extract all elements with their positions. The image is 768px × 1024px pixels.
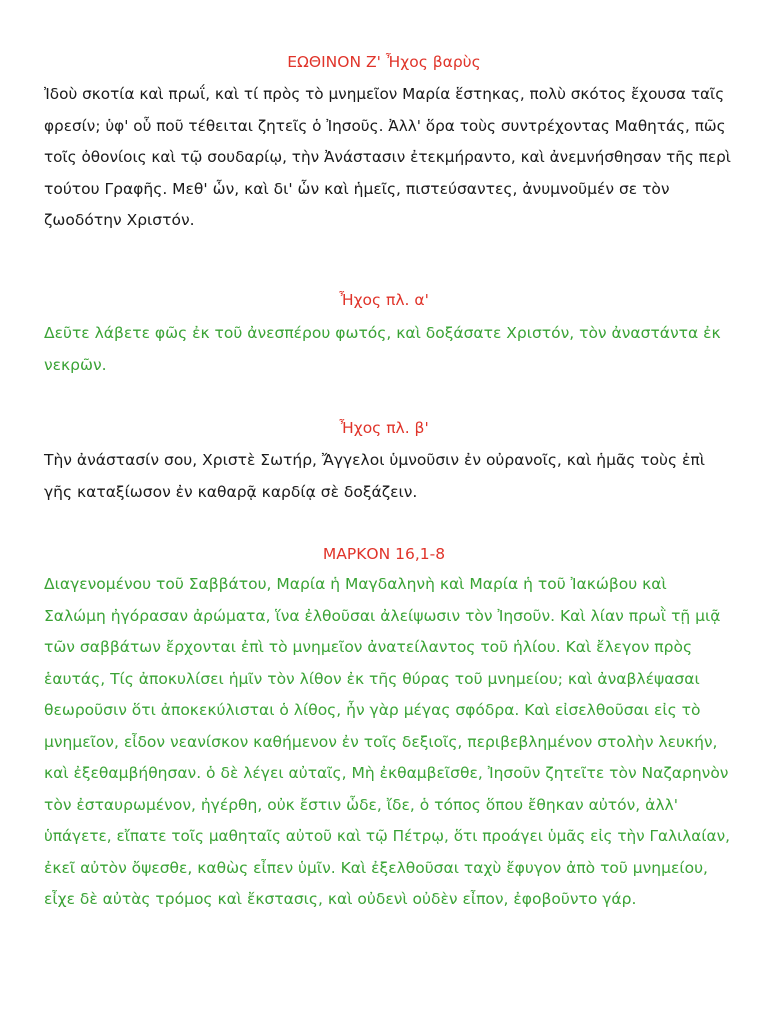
text-line: Διαγενομένου τοῦ Σαββάτου, Μαρία ἡ Μαγδαληνὴ καὶ Μαρία ἡ τοῦ Ἰακώβου καὶ	[44, 575, 667, 593]
text-line: ἑαυτάς, Τίς ἀποκυλίσει ἡμῖν τὸν λίθον ἐκ τῆς θύρας τοῦ μνημείου; καὶ ἀναβλέψασαι	[44, 669, 700, 688]
text-line: Δεῦτε λάβετε φῶς ἐκ τοῦ ἀνεσπέρου φωτός, καὶ δοξάσατε Χριστόν, τὸν ἀναστάντα ἐκ	[44, 324, 721, 342]
text-line: γῆς καταξίωσον ἐν καθαρᾷ καρδίᾳ σὲ δοξάζειν.	[44, 482, 418, 501]
text-line: φρεσίν; ὑφ' οὗ ποῦ τέθειται ζητεῖς ὁ Ἰησοῦς. Ἀλλ' ὅρα τοὺς συντρέχοντας Μαθητάς, πῶς	[44, 116, 726, 135]
text-line: τοῖς ὀθονίοις καὶ τῷ σουδαρίῳ, τὴν Ἀνάστασιν ἐτεκμήραντο, καὶ ἀνεμνήσθησαν τῆς περὶ	[44, 148, 731, 166]
text-line: θεωροῦσιν ὅτι ἀποκεκύλισται ὁ λίθος, ἦν γὰρ μέγας σφόδρα. Καὶ εἰσελθοῦσαι εἰς τὸ	[44, 701, 701, 719]
text-line: τούτου Γραφῆς. Μεθ' ὧν, καὶ δι' ὧν καὶ ἡμεῖς, πιστεύσαντες, ἀνυμνοῦμέν σε τὸν	[44, 179, 670, 198]
section-heading-eothinon: ΕΩΘΙΝΟΝ Ζ' Ἦχος βαρὺς	[287, 53, 481, 71]
text-line: καὶ ἐξεθαμβήθησαν. ὁ δὲ λέγει αὐταῖς, Μὴ ἐκθαμβεῖσθε, Ἰησοῦν ζητεῖτε τὸν Ναζαρηνὸν	[44, 764, 729, 782]
text-line: Σαλώμη ἠγόρασαν ἀρώματα, ἵνα ἐλθοῦσαι ἀλείψωσιν τὸν Ἰησοῦν. Καὶ λίαν πρωῒ τῇ μιᾷ	[44, 606, 721, 625]
text-line: ὑπάγετε, εἴπατε τοῖς μαθηταῖς αὐτοῦ καὶ τῷ Πέτρῳ, ὅτι προάγει ὑμᾶς εἰς τὴν Γαλιλαίαν,	[44, 827, 730, 845]
text-line: τὸν ἐσταυρωμένον, ἠγέρθη, οὐκ ἔστιν ὧδε, ἴδε, ὁ τόπος ὅπου ἔθηκαν αὐτόν, ἀλλ'	[44, 795, 678, 814]
plagal-second-text	[44, 445, 734, 508]
eothinon-text	[44, 79, 734, 237]
text-line: ζωοδότην Χριστόν.	[44, 211, 195, 229]
section-heading-gospel-reference: ΜΑΡΚΟΝ 16,1-8	[322, 545, 446, 563]
section-heading-plagal-first: Ἦχος πλ. α'	[339, 291, 429, 309]
plagal-first-text	[44, 318, 734, 381]
gospel-text	[44, 569, 734, 916]
section-heading-plagal-second: Ἦχος πλ. β'	[339, 419, 429, 437]
text-line: μνημεῖον, εἶδον νεανίσκον καθήμενον ἐν τοῖς δεξιοῖς, περιβεβλημένον στολὴν λευκήν,	[44, 732, 718, 751]
text-line: νεκρῶν.	[44, 355, 107, 374]
text-line: τῶν σαββάτων ἔρχονται ἐπὶ τὸ μνημεῖον ἀνατείλαντος τοῦ ἡλίου. Καὶ ἔλεγον πρὸς	[44, 638, 693, 656]
text-line: εἶχε δὲ αὐτὰς τρόμος καὶ ἔκστασις, καὶ οὐδενὶ οὐδὲν εἶπον, ἐφοβοῦντο γάρ.	[44, 890, 637, 908]
text-line: ἐκεῖ αὐτὸν ὄψεσθε, καθὼς εἶπεν ὑμῖν. Καὶ ἐξελθοῦσαι ταχὺ ἔφυγον ἀπὸ τοῦ μνημείου,	[44, 858, 708, 877]
text-line: Ἰδοὺ σκοτία καὶ πρωΐ, καὶ τί πρὸς τὸ μνημεῖον Μαρία ἕστηκας, πολὺ σκότος ἔχουσα ταῖς	[44, 85, 725, 103]
text-line: Τὴν ἀνάστασίν σου, Χριστὲ Σωτήρ, Ἄγγελοι ὑμνοῦσιν ἐν οὐρανοῖς, καὶ ἡμᾶς τοὺς ἐπὶ	[44, 451, 705, 469]
